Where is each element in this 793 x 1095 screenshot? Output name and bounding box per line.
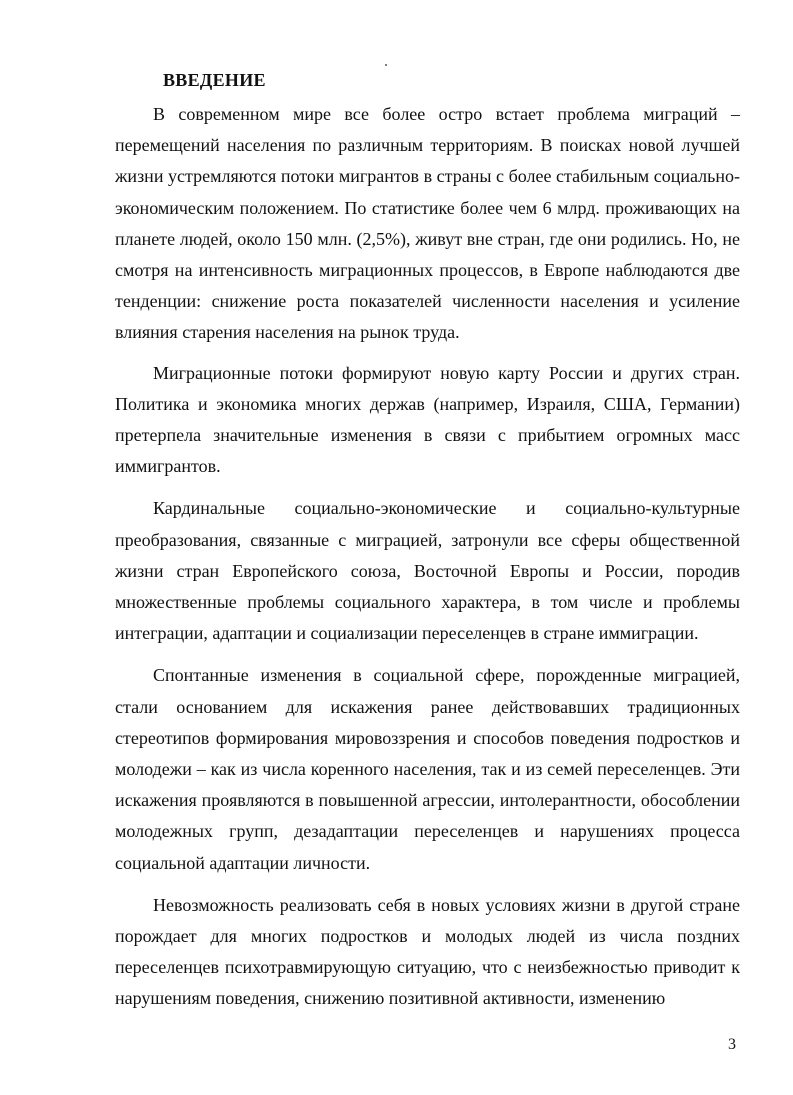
paragraph-1: В современном мире все более остро встает проблема миграций – перемещений населения по различным территориям. В поисках новой лучшей жизни устремляются потоки мигрантов в страны с более стабильным социально-экономическим положением. По статистике более чем 6 млрд. проживающих на планете людей, около 150 млн. (2,5%), живут вне стран, где они родились. Но, не смотря на интенсивность миграционных процессов, в Европе наблюдаются две тенденции: снижение роста показателей численности населения и усиление влияния старения населения на рынок труда. [115, 104, 740, 343]
paragraph-3: Кардинальные социально-экономические и социально-культурные преобразования, связанные с миграцией, затронули все сферы общественной жизни стран Европейского союза, Восточной Европы и России, породив множественные проблемы социального характера, в том числе и проблемы интеграции, адаптации и социализации переселенцев в стране иммиграции. [115, 498, 740, 644]
page-number: 3 [728, 1036, 736, 1053]
paragraph-2: Миграционные потоки формируют новую карту России и других стран. Политика и экономика многих держав (например, Израиля, США, Германии) претерпела значительные изменения в связи с прибытием огромных масс иммигрантов. [115, 362, 740, 477]
body-text [115, 99, 740, 1015]
scan-speck [385, 64, 387, 66]
section-heading: ВВЕДЕНИЕ [163, 70, 266, 90]
paragraph-4: Спонтанные изменения в социальной сфере, порожденные миграцией, стали основанием для искажения ранее действовавших традиционных стереотипов формирования мировоззрения и способов поведения подростков и молодежи – как из числа коренного населения, так и из семей переселенцев. Эти искажения проявляются в повышенной агрессии, интолерантности, обособлении молодежных групп, дезадаптации переселенцев и нарушениях процесса социальной адаптации личности. [115, 665, 740, 873]
paragraph-5: Невозможность реализовать себя в новых условиях жизни в другой стране порождает для многих подростков и молодых людей из числа поздних переселенцев психотравмирующую ситуацию, что с неизбежностью приводит к нарушениям поведения, снижению позитивной активности, изменению [115, 894, 740, 1009]
